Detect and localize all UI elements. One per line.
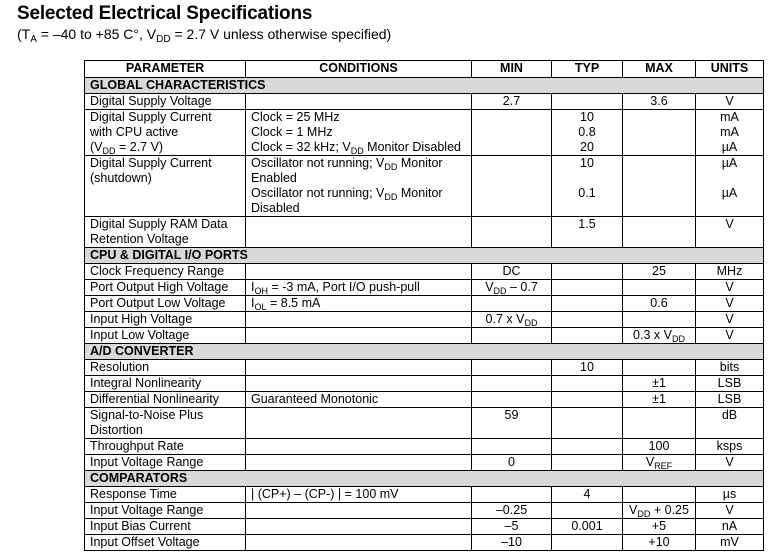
conditions-cell bbox=[246, 94, 472, 110]
conditions-cell bbox=[246, 519, 472, 535]
typ-cell bbox=[552, 312, 623, 328]
table-row bbox=[85, 296, 764, 312]
param-cell: Digital Supply Current with CPU active ($V_{DD} = 2.7$ V) bbox=[85, 110, 246, 156]
units-cell: µs bbox=[696, 487, 764, 503]
units-cell: V bbox=[696, 328, 764, 344]
units-cell: V bbox=[696, 94, 764, 110]
units-cell: ksps bbox=[696, 439, 764, 455]
min-cell bbox=[472, 156, 552, 217]
table-row bbox=[85, 328, 764, 344]
min-cell: 0.7 x $V_{DD}$ bbox=[472, 312, 552, 328]
conditions-cell bbox=[246, 217, 472, 248]
max-cell: $V_{REF}$ bbox=[623, 455, 696, 471]
param-cell: Signal-to-Noise Plus Distortion bbox=[85, 408, 246, 439]
min-cell bbox=[472, 360, 552, 376]
min-cell bbox=[472, 392, 552, 408]
section-label: A/D CONVERTER bbox=[85, 344, 764, 360]
units-cell: LSB bbox=[696, 392, 764, 408]
typ-cell bbox=[552, 503, 623, 519]
header-min: MIN bbox=[472, 61, 552, 78]
typ-cell bbox=[552, 328, 623, 344]
table-row bbox=[85, 156, 764, 217]
units-cell: MHz bbox=[696, 264, 764, 280]
conditions-cell bbox=[246, 312, 472, 328]
header-parameter: PARAMETER bbox=[85, 61, 246, 78]
units-cell: V bbox=[696, 217, 764, 248]
min-cell: $V_{DD} - 0.7$ bbox=[472, 280, 552, 296]
max-cell: 100 bbox=[623, 439, 696, 455]
param-cell: Input High Voltage bbox=[85, 312, 246, 328]
units-cell: bits bbox=[696, 360, 764, 376]
section-label: GLOBAL CHARACTERISTICS bbox=[85, 78, 764, 94]
max-cell bbox=[623, 217, 696, 248]
max-cell: 25 bbox=[623, 264, 696, 280]
table-row bbox=[85, 360, 764, 376]
min-cell: DC bbox=[472, 264, 552, 280]
conditions-cell bbox=[246, 455, 472, 471]
header-typ: TYP bbox=[552, 61, 623, 78]
conditions-cell: Clock = 25 MHz Clock = 1 MHz Clock = 32 kHz; $V_{DD}$ Monitor Disabled bbox=[246, 110, 472, 156]
units-cell: V bbox=[696, 503, 764, 519]
units-cell: V bbox=[696, 455, 764, 471]
typ-cell bbox=[552, 296, 623, 312]
min-cell bbox=[472, 217, 552, 248]
conditions-cell bbox=[246, 408, 472, 439]
units-cell: V bbox=[696, 312, 764, 328]
param-cell: Throughput Rate bbox=[85, 439, 246, 455]
max-cell bbox=[623, 280, 696, 296]
conditions-cell bbox=[246, 264, 472, 280]
typ-cell: 4 bbox=[552, 487, 623, 503]
units-cell: mV bbox=[696, 535, 764, 551]
units-cell: mA mA µA bbox=[696, 110, 764, 156]
conditions-cell bbox=[246, 328, 472, 344]
table-row bbox=[85, 487, 764, 503]
max-cell: ±1 bbox=[623, 392, 696, 408]
typ-cell: 10 bbox=[552, 360, 623, 376]
table-row bbox=[85, 535, 764, 551]
conditions-cell: | (CP+) – (CP-) | = 100 mV bbox=[246, 487, 472, 503]
param-cell: Integral Nonlinearity bbox=[85, 376, 246, 392]
units-cell: V bbox=[696, 280, 764, 296]
param-cell: Input Voltage Range bbox=[85, 503, 246, 519]
param-cell: Input Voltage Range bbox=[85, 455, 246, 471]
section-comparators bbox=[85, 471, 764, 487]
max-cell: +10 bbox=[623, 535, 696, 551]
typ-cell bbox=[552, 392, 623, 408]
param-cell: Input Offset Voltage bbox=[85, 535, 246, 551]
header-conditions: CONDITIONS bbox=[246, 61, 472, 78]
conditions-cell bbox=[246, 360, 472, 376]
conditions-cell bbox=[246, 535, 472, 551]
max-cell: ±1 bbox=[623, 376, 696, 392]
min-cell: 59 bbox=[472, 408, 552, 439]
units-cell: LSB bbox=[696, 376, 764, 392]
min-cell bbox=[472, 487, 552, 503]
units-cell: dB bbox=[696, 408, 764, 439]
table-row bbox=[85, 455, 764, 471]
param-cell: Port Output High Voltage bbox=[85, 280, 246, 296]
max-cell: $V_{DD} + 0.25$ bbox=[623, 503, 696, 519]
page-subtitle: ($T_A = -40$ to +85 C°, $V_{DD} = 2.7$ V unless otherwise specified) bbox=[17, 26, 392, 45]
units-cell: V bbox=[696, 296, 764, 312]
typ-cell bbox=[552, 439, 623, 455]
table-row bbox=[85, 217, 764, 248]
min-cell: –0.25 bbox=[472, 503, 552, 519]
param-cell: Resolution bbox=[85, 360, 246, 376]
param-cell: Digital Supply RAM Data Retention Voltage bbox=[85, 217, 246, 248]
max-cell bbox=[623, 487, 696, 503]
min-cell: –10 bbox=[472, 535, 552, 551]
section-cpu bbox=[85, 248, 764, 264]
table-row bbox=[85, 439, 764, 455]
param-cell: Input Bias Current bbox=[85, 519, 246, 535]
typ-cell bbox=[552, 264, 623, 280]
min-cell: 2.7 bbox=[472, 94, 552, 110]
max-cell bbox=[623, 360, 696, 376]
section-adc bbox=[85, 344, 764, 360]
param-cell: Port Output Low Voltage bbox=[85, 296, 246, 312]
typ-cell: 0.001 bbox=[552, 519, 623, 535]
typ-cell bbox=[552, 376, 623, 392]
section-label: CPU & DIGITAL I/O PORTS bbox=[85, 248, 764, 264]
typ-cell: 1.5 bbox=[552, 217, 623, 248]
max-cell: 3.6 bbox=[623, 94, 696, 110]
typ-cell: 10 0.8 20 bbox=[552, 110, 623, 156]
units-cell: µA µA bbox=[696, 156, 764, 217]
typ-cell bbox=[552, 408, 623, 439]
table-row bbox=[85, 280, 764, 296]
header-units: UNITS bbox=[696, 61, 764, 78]
min-cell: –5 bbox=[472, 519, 552, 535]
min-cell bbox=[472, 296, 552, 312]
page-title: Selected Electrical Specifications bbox=[17, 3, 313, 24]
param-cell: Digital Supply Current (shutdown) bbox=[85, 156, 246, 217]
typ-cell bbox=[552, 280, 623, 296]
table-row bbox=[85, 312, 764, 328]
table-row bbox=[85, 94, 764, 110]
table-row bbox=[85, 408, 764, 439]
table-header-row bbox=[85, 61, 764, 78]
max-cell bbox=[623, 312, 696, 328]
units-cell: nA bbox=[696, 519, 764, 535]
typ-cell bbox=[552, 455, 623, 471]
param-cell: Response Time bbox=[85, 487, 246, 503]
spec-table bbox=[84, 60, 764, 551]
param-cell: Clock Frequency Range bbox=[85, 264, 246, 280]
section-label: COMPARATORS bbox=[85, 471, 764, 487]
conditions-cell bbox=[246, 376, 472, 392]
table-row bbox=[85, 392, 764, 408]
max-cell bbox=[623, 110, 696, 156]
table-row bbox=[85, 376, 764, 392]
conditions-cell: $I_{OH} = -3$ mA, Port I/O push-pull bbox=[246, 280, 472, 296]
max-cell bbox=[623, 156, 696, 217]
param-cell: Input Low Voltage bbox=[85, 328, 246, 344]
param-cell: Digital Supply Voltage bbox=[85, 94, 246, 110]
max-cell: +5 bbox=[623, 519, 696, 535]
min-cell bbox=[472, 439, 552, 455]
section-global bbox=[85, 78, 764, 94]
typ-cell bbox=[552, 535, 623, 551]
conditions-cell bbox=[246, 439, 472, 455]
conditions-cell: Guaranteed Monotonic bbox=[246, 392, 472, 408]
max-cell bbox=[623, 408, 696, 439]
header-max: MAX bbox=[623, 61, 696, 78]
min-cell bbox=[472, 110, 552, 156]
max-cell: 0.3 x $V_{DD}$ bbox=[623, 328, 696, 344]
table-row bbox=[85, 519, 764, 535]
max-cell: 0.6 bbox=[623, 296, 696, 312]
min-cell bbox=[472, 328, 552, 344]
param-cell: Differential Nonlinearity bbox=[85, 392, 246, 408]
conditions-cell bbox=[246, 503, 472, 519]
typ-cell bbox=[552, 94, 623, 110]
table-row bbox=[85, 110, 764, 156]
conditions-cell: Oscillator not running; $V_{DD}$ Monitor Enabled Oscillator not running; $V_{DD}$ Monitor Disabled bbox=[246, 156, 472, 217]
conditions-cell: $I_{OL} = 8.5$ mA bbox=[246, 296, 472, 312]
table-row bbox=[85, 264, 764, 280]
min-cell: 0 bbox=[472, 455, 552, 471]
typ-cell: 10 0.1 bbox=[552, 156, 623, 217]
table-row bbox=[85, 503, 764, 519]
min-cell bbox=[472, 376, 552, 392]
